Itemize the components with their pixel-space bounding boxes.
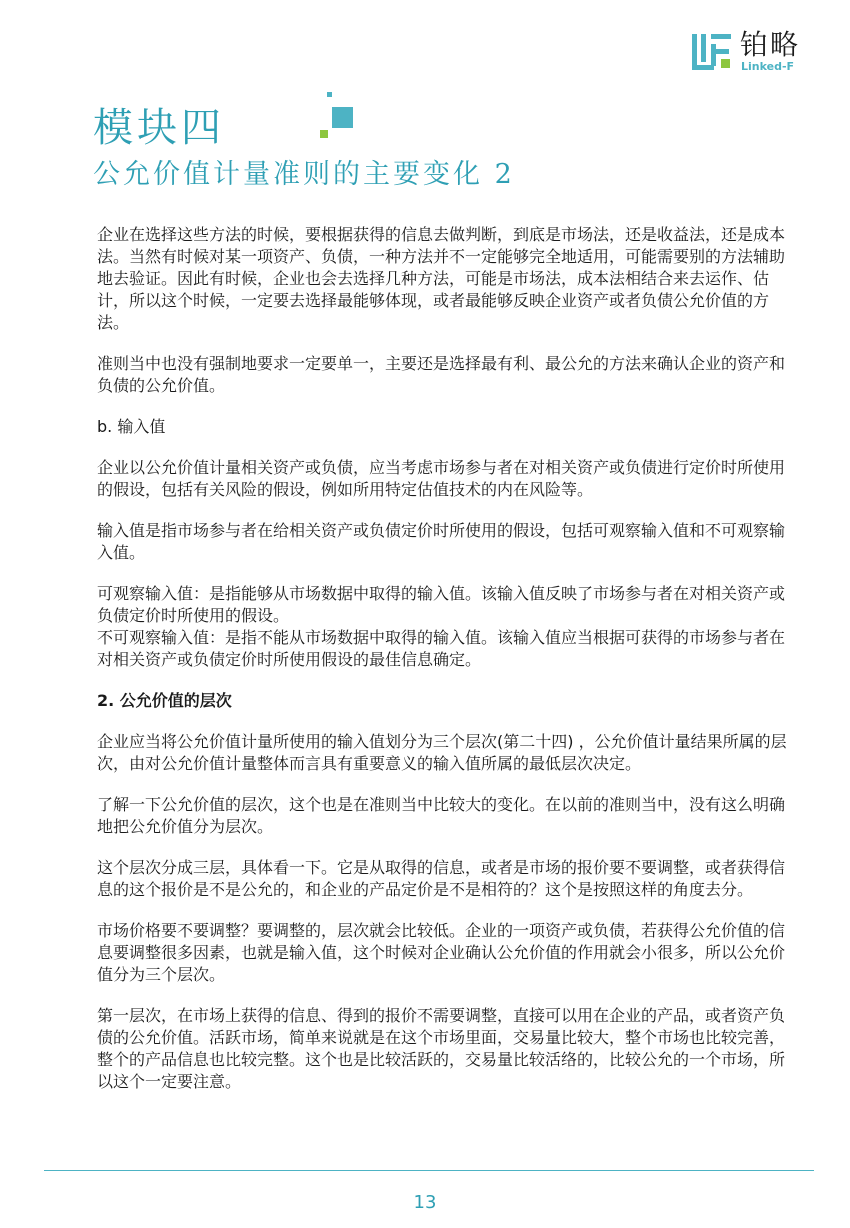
paragraph-unobservable-input: 不可观察输入值：是指不能从市场数据中取得的输入值。该输入值应当根据可获得的市场参与者在对相关资产或负债定价时所使用假设的最佳信息确定。: [97, 628, 786, 669]
paragraph-input-assumptions: 企业以公允价值计量相关资产或负债，应当考虑市场参与者在对相关资产或负债进行定价时所使用的假设，包括有关风险的假设，例如所用特定估值技术的内在风险等。: [97, 458, 786, 499]
paragraph-standard-requirement: 准则当中也没有强制地要求一定要单一，主要还是选择最有利、最公允的方法来确认企业的资产和负债的公允价值。: [97, 354, 786, 395]
module-subtitle: 公允价值计量准则的主要变化 2: [93, 159, 515, 190]
decorative-squares: [318, 90, 358, 150]
logo-chinese-name: 铂略: [740, 28, 801, 61]
logo-english-name: Linked-F: [741, 60, 795, 73]
decorative-squares-graphic: [318, 90, 358, 150]
paragraph-hierarchy-change: 了解一下公允价值的层次，这个也是在准则当中比较大的变化。在以前的准则当中，没有这么明确地把公允价值分为层次。: [97, 795, 786, 836]
paragraph-three-levels: 这个层次分成三层，具体看一下。它是从取得的信息，或者是市场的报价要不要调整，或者获得信息的这个报价是不是公允的，和企业的产品定价是不是相符的？这个是按照这样的角度去分。: [97, 858, 786, 899]
section-heading-fair-value-hierarchy: 2. 公允价值的层次: [97, 691, 232, 710]
paragraph-hierarchy-rule: 企业应当将公允价值计量所使用的输入值划分为三个层次(第二十四) ，公允价值计量结果所属的层次，由对公允价值计量整体而言具有重要意义的输入值所属的最低层次决定。: [97, 732, 787, 773]
body-content: [97, 224, 787, 1112]
section-heading-input-values: b. 输入值: [97, 417, 166, 436]
paragraph-input-definition: 输入值是指市场参与者在给相关资产或负债定价时所使用的假设，包括可观察输入值和不可观察输入值。: [97, 521, 786, 562]
linked-f-logo-icon: [690, 32, 734, 72]
paragraph-methods: 企业在选择这些方法的时候，要根据获得的信息去做判断，到底是市场法，还是收益法，还是成本法。当然有时候对某一项资产、负债，一种方法并不一定能够完全地适用，可能需要别的方法辅助地去验证。因此有时候，企业也会去选择几种方法，可能是市场法，成本法相结合来去运作、估计，所以这个时候，一定要去选择最能够体现，或者最能够反映企业资产或者负债公允价值的方法。: [97, 225, 786, 332]
brand-logo: [690, 28, 820, 78]
module-title: 模块四: [93, 105, 225, 151]
paragraph-price-adjustment: 市场价格要不要调整？要调整的，层次就会比较低。企业的一项资产或负债，若获得公允价值的信息要调整很多因素，也就是输入值，这个时候对企业确认公允价值的作用就会小很多，所以公允价值分为三个层次。: [97, 921, 786, 984]
page-number: 13: [413, 1192, 437, 1213]
paragraph-observable-input: 可观察输入值：是指能够从市场数据中取得的输入值。该输入值反映了市场参与者在对相关资产或负债定价时所使用的假设。: [97, 584, 786, 625]
footer-divider: [44, 1170, 814, 1171]
paragraph-level-one: 第一层次，在市场上获得的信息、得到的报价不需要调整，直接可以用在企业的产品，或者资产负债的公允价值。活跃市场，简单来说就是在这个市场里面，交易量比较大，整个市场也比较完善，整个的产品信息也比较完整。这个也是比较活跃的，交易量比较活络的，比较公允的一个市场，所以这个一定要注意。: [97, 1006, 786, 1091]
